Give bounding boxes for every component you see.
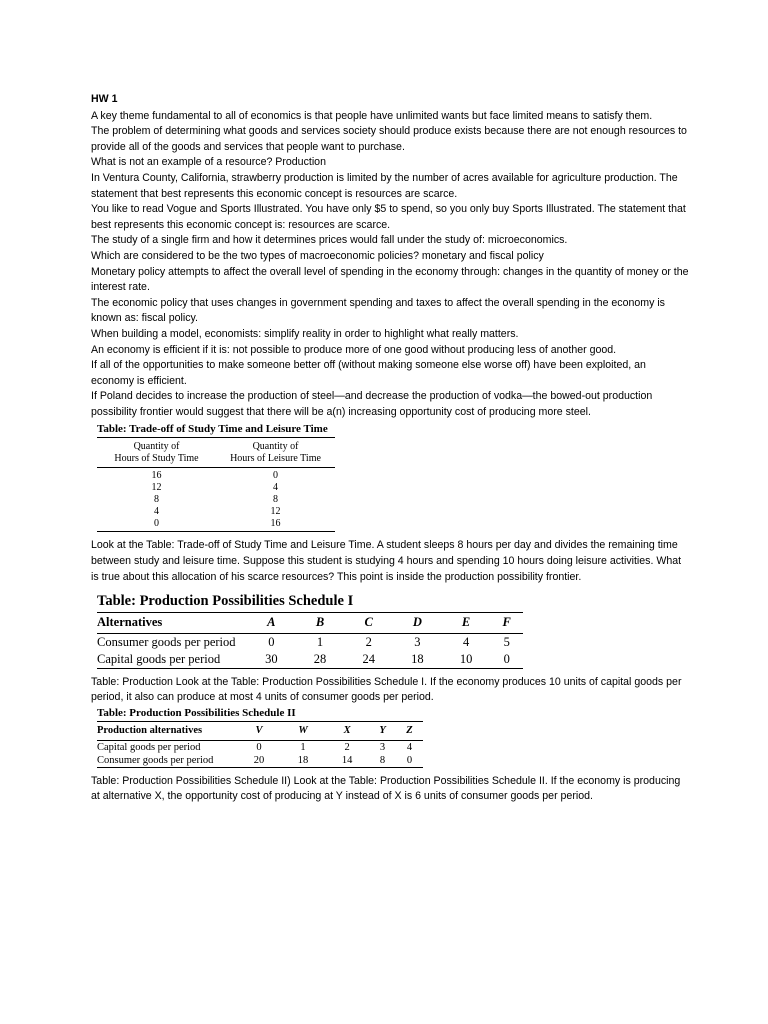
paragraph-4: In Ventura County, California, strawberry production is limited by the number of acres available for agriculture production. The statement that best represents this economic concept is resources are scarce. — [91, 171, 678, 200]
paragraph-13: If Poland decides to increase the production of steel—and decrease the production of vodka—the bowed-out production possibility frontier would suggest that there will be a(n) increasing opportunity cost of producing more steel. — [91, 390, 653, 418]
alternative-header: F — [490, 613, 523, 633]
row-label: Capital goods per period — [97, 741, 201, 753]
leisure-time-column-header — [216, 441, 335, 465]
alternative-header: V — [237, 722, 281, 740]
paragraph-8: Monetary policy attempts to affect the overall level of spending in the economy through: changes in the quantity of money or the interest rate. — [91, 265, 689, 294]
paragraph-7: Which are considered to be the two types of macroeconomic policies? monetary and fiscal policy — [91, 249, 544, 262]
study-cell: 4 — [154, 506, 159, 518]
table-cell: 0 — [268, 634, 275, 649]
paragraph-6: The study of a single firm and how it determines prices would fall under the study of: microeconomics. — [91, 234, 568, 247]
table-cell: 18 — [281, 754, 325, 768]
table-cell: 3 — [379, 741, 386, 753]
table-row — [97, 494, 335, 506]
table-cell: 0 — [490, 651, 523, 669]
table-header-row — [97, 613, 523, 633]
study-time-column-header — [97, 441, 216, 465]
paragraph-after-table2: Table: Production Look at the Table: Production Possibilities Schedule I. If the economy produces 10 units of capital goods per period, it also can produce at most 4 units of consumer goods per period. — [91, 675, 682, 704]
alternative-header: A — [247, 613, 296, 633]
paragraph-9: The economic policy that uses changes in government spending and taxes to affect the overall spending in the economy is known as: fiscal policy. — [91, 296, 665, 325]
table-cell: 24 — [344, 651, 393, 669]
paragraph-10: When building a model, economists: simplify reality in order to highlight what really matters. — [91, 327, 519, 340]
leisure-cell: 0 — [273, 470, 278, 482]
table-cell: 1 — [316, 634, 324, 649]
table-cell: 3 — [414, 634, 421, 649]
table-cell: 0 — [396, 754, 423, 768]
alternative-header: D — [393, 613, 442, 633]
table-cell: 14 — [325, 754, 369, 768]
table-cell: 2 — [344, 741, 350, 753]
production-schedule-2-title: Table: Production Possibilities Schedule II — [97, 707, 423, 722]
paragraph-after-table3: Table: Production Possibilities Schedule II) Look at the Table: Production Possibilities Schedule II. If the economy is producing at alternative X, the opportunity cost of producing at Y instead of X is 6 units of consumer goods per period. — [91, 774, 681, 803]
table-cell: 4 — [406, 741, 413, 753]
document-title: HW 1 — [91, 93, 118, 105]
study-leisure-table-body — [97, 468, 335, 532]
study-leisure-table-header — [97, 438, 335, 468]
row-label: Consumer goods per period — [97, 754, 237, 768]
row-label: Consumer goods per period — [97, 634, 236, 649]
paragraph-3: What is not an example of a resource? Production — [91, 156, 326, 169]
paragraph-12: If all of the opportunities to make someone better off (without making someone else worse off) have been exploited, an economy is efficient. — [91, 359, 646, 387]
leisure-cell: 4 — [273, 482, 278, 494]
alternatives-header: Alternatives — [97, 613, 247, 633]
study-cell: 0 — [154, 518, 159, 530]
leisure-cell: 16 — [270, 518, 281, 530]
table-cell: 4 — [462, 634, 470, 649]
table-cell: 2 — [365, 634, 372, 649]
alternative-header: Z — [396, 722, 423, 740]
table-cell: 8 — [369, 754, 396, 768]
table-row — [97, 651, 523, 669]
table-row — [97, 470, 335, 482]
alternative-header: W — [281, 722, 325, 740]
table-row — [97, 518, 335, 530]
table-row — [97, 740, 423, 754]
alternative-header: Y — [369, 722, 396, 740]
production-schedule-2-grid — [97, 722, 423, 768]
table-row — [97, 506, 335, 518]
table-row — [97, 482, 335, 494]
alternative-header: E — [442, 613, 491, 633]
table-cell: 0 — [256, 741, 262, 753]
production-schedule-1-title: Table: Production Possibilities Schedule I — [97, 593, 523, 613]
leisure-cell: 8 — [273, 494, 278, 506]
study-leisure-table-title: Table: Trade-off of Study Time and Leisure Time — [97, 422, 335, 438]
row-label: Capital goods per period — [97, 651, 247, 669]
study-cell: 16 — [151, 470, 162, 482]
table-cell: 20 — [237, 754, 281, 768]
alternative-header: B — [296, 613, 345, 633]
table-row — [97, 754, 423, 768]
table-cell: 30 — [247, 651, 296, 669]
production-schedule-1-grid — [97, 613, 523, 669]
study-col-line1: Quantity of — [133, 441, 180, 453]
production-schedule-2-table — [97, 707, 423, 768]
table-cell: 5 — [503, 634, 510, 649]
production-alternatives-header: Production alternatives — [97, 722, 237, 740]
leisure-col-line2: Hours of Leisure Time — [230, 453, 321, 465]
table-cell: 10 — [442, 651, 491, 669]
table-cell: 28 — [296, 651, 345, 669]
study-cell: 12 — [151, 482, 162, 494]
production-schedule-1-table — [97, 593, 523, 669]
paragraph-11: An economy is efficient if it is: not possible to produce more of one good without producing less of another good. — [91, 343, 617, 356]
table-cell: 18 — [393, 651, 442, 669]
paragraph-2: The problem of determining what goods and services society should produce exists because there are not enough resources to provide all of the goods and services that people want to purchase. — [91, 125, 687, 153]
study-cell: 8 — [154, 494, 159, 506]
paragraph-5: You like to read Vogue and Sports Illustrated. You have only $5 to spend, so you only buy Sports Illustrated. The statement that best represents this economic concept is: resources are scarce. — [91, 203, 686, 231]
leisure-col-line1: Quantity of — [252, 441, 299, 453]
alternative-header: C — [344, 613, 393, 633]
table-cell: 1 — [300, 741, 306, 753]
alternative-header: X — [325, 722, 369, 740]
table-header-row — [97, 722, 423, 740]
document-page — [91, 92, 691, 805]
study-col-line2: Hours of Study Time — [114, 453, 199, 465]
paragraph-1: A key theme fundamental to all of economics is that people have unlimited wants but face limited means to satisfy them. — [91, 109, 653, 122]
paragraph-after-table1: Look at the Table: Trade-off of Study Time and Leisure Time. A student sleeps 8 hours per day and divides the remaining time between study and leisure time. Suppose this student is studying 4 hours and spending 10 hours doing leisure activities. What is true about this allocation of his scarce resources? This point is inside the production possibility frontier. — [91, 539, 682, 583]
leisure-cell: 12 — [270, 506, 281, 518]
table-row — [97, 633, 523, 651]
study-leisure-table — [97, 422, 335, 532]
